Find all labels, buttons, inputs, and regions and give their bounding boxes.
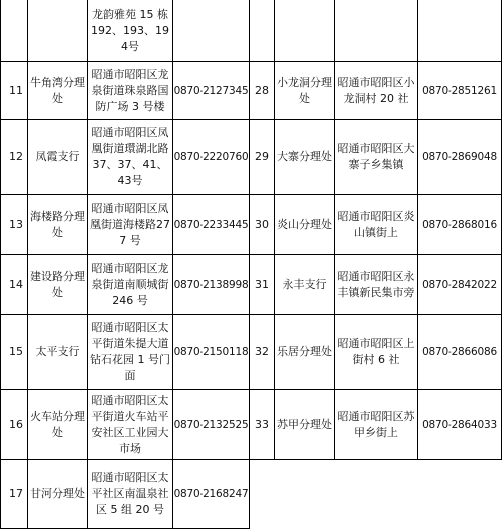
right-branch-phone-cell: 0870-2842022: [418, 255, 502, 315]
left-row-number-cell: [0, 0, 28, 62]
right-branch-address-cell: 昭通市昭阳区小龙洞村 20 社: [335, 62, 418, 120]
left-row-number-cell: 13: [0, 195, 28, 255]
left-branch-name-cell: 海楼路分理处: [28, 195, 88, 255]
right-branch-phone-cell: 0870-2869048: [418, 120, 502, 195]
right-branch-phone-cell: 0870-2866086: [418, 315, 502, 390]
left-branch-address-cell: 昭通市昭阳区龙泉街道珠泉路国防广场 3 号楼: [88, 62, 173, 120]
left-branch-name-cell: [28, 0, 88, 62]
left-branch-phone-cell: 0870-2132525: [173, 390, 250, 460]
left-row-number-cell: 17: [0, 460, 28, 529]
left-row-number-cell: 12: [0, 120, 28, 195]
right-branch-name-cell: 苏甲分理处: [275, 390, 335, 460]
left-row-number-cell: 14: [0, 255, 28, 315]
left-row-number-cell: 11: [0, 62, 28, 120]
left-branch-phone-cell: 0870-2168247: [173, 460, 250, 529]
left-branch-address-cell: 昭通市昭阳区太平街道火车站平安社区工业园大市场: [88, 390, 173, 460]
left-branch-address-cell: 昭通市昭阳区太平街道朱提大道钻石花园 1 号门面: [88, 315, 173, 390]
right-branch-address-cell: 昭通市昭阳区永丰镇新民集市旁: [335, 255, 418, 315]
right-branch-phone-cell: [418, 0, 502, 62]
left-branch-address-cell: 昭通市昭阳区凤凰街道海楼路277 号: [88, 195, 173, 255]
right-branch-address-cell: 昭通市昭阳区炎山镇街上: [335, 195, 418, 255]
left-branch-phone-cell: 0870-2150118: [173, 315, 250, 390]
right-row-number-cell: 30: [250, 195, 275, 255]
left-branch-phone-cell: 0870-2138998: [173, 255, 250, 315]
right-branch-name-cell: 乐居分理处: [275, 315, 335, 390]
right-branch-name-cell: 小龙洞分理处: [275, 62, 335, 120]
left-branch-address-cell: 昭通市昭阳区龙泉街道南顺城街246 号: [88, 255, 173, 315]
left-row-number-cell: 15: [0, 315, 28, 390]
left-row-number-cell: 16: [0, 390, 28, 460]
left-branch-address-cell: 昭通市昭阳区凤凰街道環湖北路37、37、41、43号: [88, 120, 173, 195]
right-branch-name-cell: [275, 0, 335, 62]
right-row-number-cell: 31: [250, 255, 275, 315]
right-branch-name-cell: 永丰支行: [275, 255, 335, 315]
right-branch-phone-cell: 0870-2864033: [418, 390, 502, 460]
right-branch-phone-cell: 0870-2851261: [418, 62, 502, 120]
right-row-number-cell: 33: [250, 390, 275, 460]
left-branch-phone-cell: 0870-2127345: [173, 62, 250, 120]
right-row-number-cell: [250, 0, 275, 62]
left-branch-name-cell: 凤霞支行: [28, 120, 88, 195]
right-branch-address-cell: 昭通市昭阳区苏甲乡街上: [335, 390, 418, 460]
right-branch-name-cell: 炎山分理处: [275, 195, 335, 255]
left-branch-phone-cell: 0870-2220760: [173, 120, 250, 195]
left-branch-name-cell: 甘河分理处: [28, 460, 88, 529]
left-branch-address-cell: 昭通市昭阳区太平社区南温泉社区 5 组 20 号: [88, 460, 173, 529]
left-branch-phone-cell: [173, 0, 250, 62]
right-row-number-cell: 28: [250, 62, 275, 120]
right-row-number-cell: 32: [250, 315, 275, 390]
right-branch-address-cell: 昭通市昭阳区上街村 6 社: [335, 315, 418, 390]
right-branch-address-cell: [335, 0, 418, 62]
right-branch-address-cell: 昭通市昭阳区大寨子乡集镇: [335, 120, 418, 195]
left-branch-name-cell: 建设路分理处: [28, 255, 88, 315]
left-branch-phone-cell: 0870-2233445: [173, 195, 250, 255]
right-row-number-cell: 29: [250, 120, 275, 195]
right-branch-phone-cell: 0870-2868016: [418, 195, 502, 255]
left-branch-name-cell: 太平支行: [28, 315, 88, 390]
left-branch-name-cell: 火车站分理处: [28, 390, 88, 460]
left-branch-name-cell: 牛角湾分理处: [28, 62, 88, 120]
left-branch-address-cell: 龙韵雅苑 15 栋192、193、194号: [88, 0, 173, 62]
right-branch-name-cell: 大寨分理处: [275, 120, 335, 195]
